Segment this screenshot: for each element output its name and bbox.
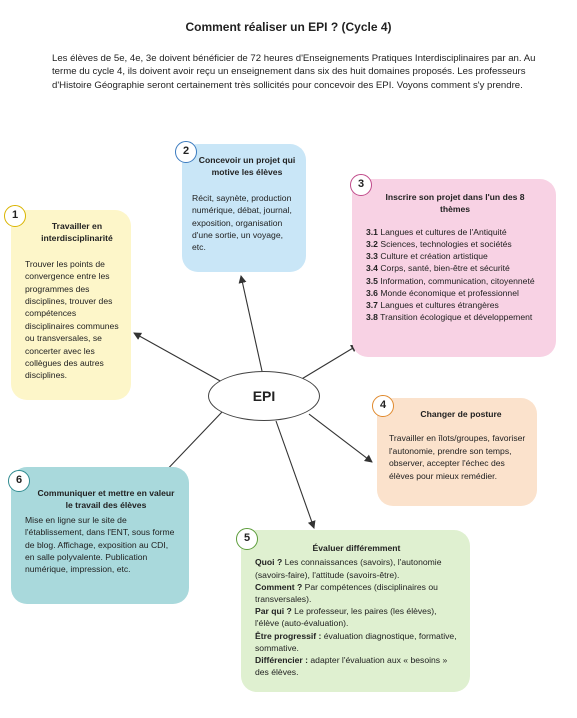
badge-3: 3: [350, 174, 372, 196]
theme-item: 3.6 Monde économique et professionnel: [366, 287, 519, 298]
arrow-to-card-3: [300, 345, 358, 380]
card-2-body: Récit, saynète, production numérique, débat, journal, exposition, organisation d'une sortie, un voyage, etc.: [192, 192, 292, 253]
card-interdisciplinarite: [11, 210, 131, 400]
card-5-heading: Évaluer différemment: [312, 543, 401, 553]
card-6-heading: Communiquer et mettre en valeur le travail des élèves: [37, 488, 175, 511]
card-concevoir-projet: [182, 144, 306, 272]
card-5-body: [255, 556, 458, 678]
theme-item: 3.4 Corps, santé, bien-être et sécurité: [366, 263, 510, 274]
card-changer-posture: [377, 398, 537, 506]
card-inscrire-theme: [352, 179, 556, 357]
intro-paragraph: Les élèves de 5e, 4e, 3e doivent bénéficier de 72 heures d'Enseignements Pratiques Interdisciplinaires par an. Au terme du cycle 4, ils doivent avoir reçu un enseignement dans six des huit domaines proposés. Les professeurs d'Histoire Géographie seront certainement très sollicités pour concevoir des EPI. Voyons comment s'y prendre.: [52, 53, 536, 91]
card-1-body: Trouver les points de convergence entre les programmes des disciplines, trouver des compétences disciplinaires communes ou transversales, se concerter avec les collègues des autres disciplines.: [25, 258, 119, 381]
card-communiquer: [11, 467, 189, 604]
eval-item: Différencier : adapter l'évaluation aux « besoins » des élèves.: [255, 655, 448, 678]
eval-item: Par qui ? Le professeur, les paires (les élèves), l'élève (auto-évaluation).: [255, 606, 437, 629]
card-6-body: Mise en ligne sur le site de l'établissement, dans l'ENT, sous forme de blog. Affichage, exposition au CDI, en salle polyvalente. Publication numérique, impression, etc.: [25, 514, 175, 575]
theme-item: 3.3 Culture et création artistique: [366, 251, 488, 262]
badge-1: 1: [4, 205, 26, 227]
card-3-heading: Inscrire son projet dans l'un des 8 thèmes: [385, 192, 525, 215]
center-epi-node: EPI: [208, 371, 320, 421]
card-3-theme-list: [366, 226, 544, 324]
card-2-heading: Concevoir un projet qui motive les élèves: [198, 155, 296, 178]
card-1-heading: Travailler en interdisciplinarité: [41, 221, 113, 244]
card-4-body: Travailler en îlots/groupes, favoriser l'autonomie, prendre son temps, observer, accepter l'échec des élèves pour mieux remédier.: [389, 433, 526, 481]
theme-item: 3.2 Sciences, technologies et sociétés: [366, 239, 512, 250]
card-4-heading: Changer de posture: [420, 409, 502, 419]
arrow-to-card-4: [309, 414, 372, 462]
eval-item: Quoi ? Les connaissances (savoirs), l'autonomie (savoirs-faire), l'attitude (savoirs-être).: [255, 557, 442, 580]
badge-5: 5: [236, 528, 258, 550]
card-evaluer: [241, 530, 470, 692]
badge-6: 6: [8, 470, 30, 492]
eval-item: Être progressif : évaluation diagnostique, formative, sommative.: [255, 630, 457, 653]
arrow-to-card-5: [276, 421, 314, 528]
arrow-to-card-2: [241, 276, 262, 371]
badge-2: 2: [175, 141, 197, 163]
theme-item: 3.5 Information, communication, citoyenneté: [366, 275, 535, 286]
theme-item: 3.1 Langues et cultures de l'Antiquité: [366, 226, 507, 237]
page-title: Comment réaliser un EPI ? (Cycle 4): [185, 20, 392, 34]
theme-item: 3.8 Transition écologique et développement: [366, 312, 533, 323]
eval-item: Comment ? Par compétences (disciplinaires ou transversales).: [255, 581, 438, 605]
badge-4: 4: [372, 395, 394, 417]
theme-item: 3.7 Langues et cultures étrangères: [366, 300, 499, 311]
arrow-to-card-1: [134, 333, 222, 382]
